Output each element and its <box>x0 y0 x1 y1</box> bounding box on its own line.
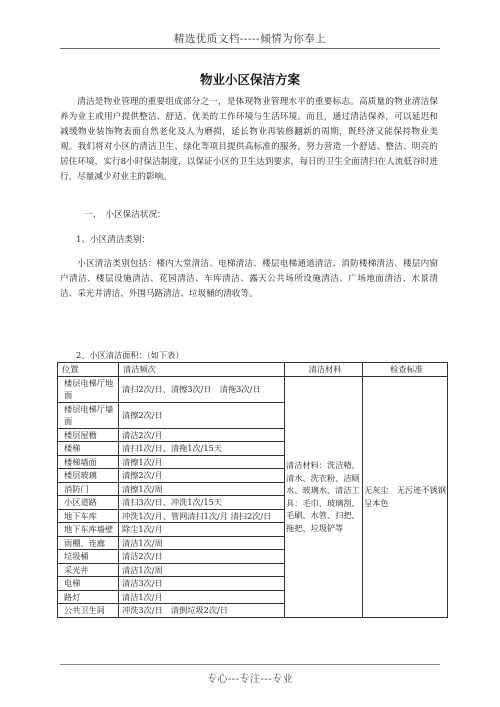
document-title: 物业小区保洁方案 <box>199 72 300 87</box>
section-1-heading: 一、 小区保洁状况： <box>84 210 166 220</box>
table-header-row <box>58 363 448 377</box>
frequency-cell: 清扫2次/日、清擦3次/日 清拖3次/日 <box>119 376 285 402</box>
location-cell: 楼层玻璃 <box>58 469 119 483</box>
location-cell: 电梯 <box>58 577 119 591</box>
frequency-cell: 清洁2次/日 <box>119 550 285 564</box>
frequency-cell: 清擦2次/日 <box>119 402 285 428</box>
frequency-cell: 除尘1次/月 <box>119 523 285 537</box>
categories-paragraph: 小区清洁类别包括：楼内大堂清洁、电梯清洁、楼层电梯通道清洁、消防楼梯清洁、楼层内窗户清洁、楼层设施清洁、花园清洁、车库清洁、露天公共场所设施清洁、广场地面清洁、水景清洁、采光井清洁、外围马路清洁、垃圾桶的清收等。 <box>60 259 438 299</box>
frequency-cell: 冲洗1次/月、管网清扫1次/月 清扫2次/日 <box>119 509 285 523</box>
header-frequency: 清洁频次 <box>119 363 285 377</box>
location-cell: 公共卫生间 <box>58 604 119 618</box>
frequency-cell: 清洁1次/周 <box>119 563 285 577</box>
location-cell: 路灯 <box>58 590 119 604</box>
cleaning-schedule-table <box>57 362 448 618</box>
location-cell: 楼层电梯厅墙面 <box>58 402 119 428</box>
footer-divider <box>60 664 440 665</box>
location-cell: 楼层电梯厅地面 <box>58 376 119 402</box>
subsection-1-heading: 1、小区清洁类别： <box>76 235 151 245</box>
location-cell: 楼梯墙面 <box>58 455 119 469</box>
header-materials: 清洁材料 <box>285 363 363 377</box>
location-cell: 消防门 <box>58 482 119 496</box>
frequency-cell: 清洁1次/月 <box>119 590 285 604</box>
page-header: 精选优质文档-----倾情为你奉上 <box>173 33 327 45</box>
materials-cell: 清洁材料：洗洁精、清水、洗衣粉、洁厕水、玻璃水、清洁工具：毛巾、玻璃刮、毛刷、水管、扫把、拖把、垃圾铲等 <box>285 376 363 617</box>
subsection-2-heading: 2、小区清洁面积：（如下表） <box>76 350 184 360</box>
frequency-cell: 清擦2次/月 <box>119 469 285 483</box>
frequency-cell: 冲洗3次/日 清倒垃圾2次/日 <box>119 604 285 618</box>
location-cell: 小区道路 <box>58 496 119 510</box>
page-footer: 专心---专注---专业 <box>206 674 294 685</box>
frequency-cell: 清扫3次/日、冲洗1次/15天 <box>119 496 285 510</box>
location-cell: 雨棚、连廊 <box>58 536 119 550</box>
frequency-cell: 清洁2次/月 <box>119 428 285 442</box>
frequency-cell: 清擦1次/周 <box>119 482 285 496</box>
location-cell: 地下车库 <box>58 509 119 523</box>
intro-paragraph: 清洁是物业管理的重要组成部分之一，是体现物业管理水平的重要标志。高质量的物业清洁保养为业主或用户提供整洁、舒适、优美的工作环境与生活环境。而且，通过清洁保养，可以延迟和减缓物业装饰物表面自然老化及人为磨损，延长物业再装修翻新的周期，既经济又能保持物业美观。我们将对小区的清洁卫生、绿化等项目提供高标准的服务，努力营造一个舒适、整洁、明亮的居住环境，实行8小时保洁制度，以保证小区的卫生达到要求，每日的卫生全面清扫在人流低谷时进行，尽量减少对业主的影响。 <box>60 97 438 182</box>
location-cell: 垃圾桶 <box>58 550 119 564</box>
header-divider <box>60 48 440 49</box>
frequency-cell: 清擦1次/月 <box>119 455 285 469</box>
standard-cell: 无灰尘 无污迹不锈钢呈本色 <box>363 376 448 617</box>
location-cell: 楼梯 <box>58 442 119 456</box>
header-standard: 检查标准 <box>363 363 448 377</box>
location-cell: 楼层屋檐 <box>58 428 119 442</box>
frequency-cell: 清洁1次/周 <box>119 536 285 550</box>
frequency-cell: 清洁3次/日 <box>119 577 285 591</box>
location-cell: 地下车库墙壁 <box>58 523 119 537</box>
header-location: 位置 <box>58 363 119 377</box>
frequency-cell: 清扫1次/日、清拖1次/15天 <box>119 442 285 456</box>
location-cell: 采光井 <box>58 563 119 577</box>
table-row <box>58 376 448 402</box>
